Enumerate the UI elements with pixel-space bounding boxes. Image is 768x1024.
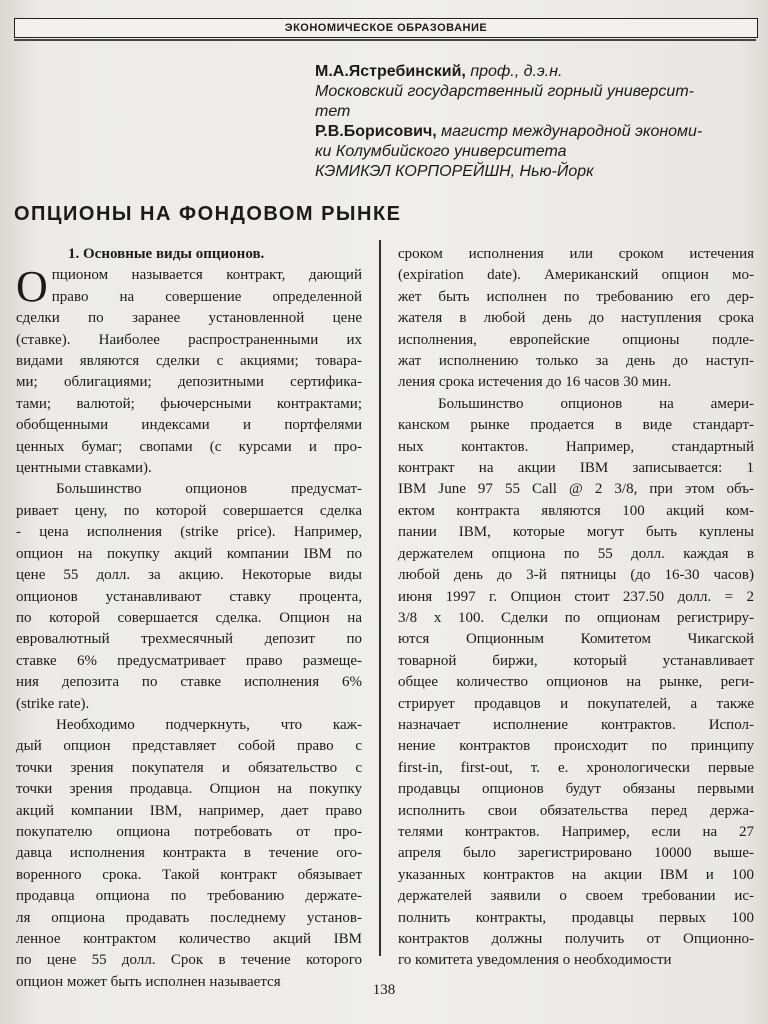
right-column-line: назначает исполнение контрактов. Испол- [398,716,754,733]
right-column-line: исполнения, европейские опционы подле- [398,331,754,348]
author-1-line [315,62,755,82]
left-column-line: по цене 55 долл. Срок в течение которого [16,952,362,969]
right-column-line: жателя в любой день до наступления срока [398,310,754,327]
right-column-line: 3/8 х 100. Сделки по опционам регистриру- [398,609,754,626]
author-2-affiliation-2: КЭМИКЭЛ КОРПОРЕЙШН, Нью-Йорк [315,163,594,180]
right-column-line: Большинство опционов на амери- [438,395,754,412]
left-column-line: видами являются сделки с акциями; товара- [16,353,362,370]
left-column-line: сделки по заранее установленной цене [16,310,362,327]
section-header-label: ЭКОНОМИЧЕСКОЕ ОБРАЗОВАНИЕ [284,22,488,34]
drop-cap: О [16,262,48,312]
right-column-line: (expiration date). Американский опцион мо- [398,267,754,284]
left-column-line: - цена исполнения (strike price). Например, [16,524,362,541]
author-2-line [315,122,755,142]
left-column-line: ставке 6% предусматривает право размеще- [16,652,362,669]
right-column-line: держателем опциона по 55 долл. каждая в [398,545,754,562]
left-column-line: ля опциона продавать последнему установ- [16,909,362,926]
right-column-line: IBM June 97 55 Call @ 2 3/8, при этом объ- [398,481,754,498]
left-column-line: ленное контрактом количество акций IBM [16,931,362,947]
left-column-line: точки зрения покупателя и обязательство с [16,759,362,776]
left-column-line: акций компании IBM, например, дает право [16,802,362,819]
author-2-name: Р.В.Борисович, [315,123,437,140]
right-column-line: телями контрактов. Например, если на 27 [398,823,754,840]
right-column-line: контрактов должны получить от Опционно- [398,931,754,947]
right-column-line: first-in, first-out, т. е. хронологически первые [398,759,754,776]
left-column-line: точки зрения продавца. Опцион на покупку [16,781,362,798]
left-column-line: Большинство опционов предусмат- [56,481,362,498]
right-column-line: жат исполнению только за день до наступ- [398,353,754,370]
right-column-line: ектом контракта являются 100 акций ком- [398,502,754,519]
left-column-line: по которой совершается сделка. Опцион на [16,609,362,626]
left-column-line: ния депозита по ставке исполнения 6% [16,674,362,691]
right-column-line: полнить контракты, продавцы первых 100 [398,909,754,926]
left-column-line: опцион на покупку акций компании IBM по [16,545,362,562]
left-column-line: опцион может быть исполнен называется [16,973,281,990]
author-2-affiliation-1: ки Колумбийского университета [315,143,567,160]
right-column-line: ются Опционным Комитетом Чикагской [398,631,754,648]
left-column-line: евровалютный трехмесячный депозит по [16,631,362,648]
right-column-line: жет быть исполнен по требованию его дер- [398,288,754,305]
right-column-line: ления срока истечения до 16 часов 30 мин. [398,374,672,391]
author-1-title: проф., д.э.н. [465,63,563,80]
right-column-line: указанных контрактов на акции IBM и 100 [398,866,754,883]
left-column-line: ми; облигациями; депозитными сертифика- [16,374,362,391]
author-1-affiliation-1: Московский государственный горный университ- [315,83,694,100]
left-column-line: пционом называется контракт, дающий [51,267,362,284]
right-column [398,244,754,972]
right-column-line: го комитета уведомления о необходимости [398,952,672,969]
left-column-line: тами; валютой; фьючерсными контрактами; [16,395,362,412]
left-column-line: воренного срока. Такой контракт обязывает [16,866,362,883]
right-column-line: держателей заявили о своем требовании ис- [398,888,754,905]
right-column-line: продавцы опционов будут обязаны первыми [398,781,754,798]
left-column-line: право на совершение определенной [51,288,362,305]
left-column-line: цене 55 долл. за акцию. Некоторые виды [16,567,362,584]
section-header [14,18,758,38]
right-column-line: ных контактов. Например, стандартный [398,438,754,455]
article-title: ОПЦИОНЫ НА ФОНДОВОМ РЫНКЕ [14,203,402,225]
right-column-line: нение контрактов происходит по принципу [398,738,754,755]
left-column-line: обобщенными индексами и портфелями [16,417,362,434]
left-column [16,244,362,993]
header-rule [14,39,756,41]
right-column-line: исполнить свои обязательства перед держа- [398,802,754,819]
left-column-line: ривает цену, по которой совершается сделка [16,502,362,519]
left-column-line: Необходимо подчеркнуть, что каж- [56,716,362,733]
left-column-line: дый опцион представляет собой право с [16,738,362,755]
author-2-title: магистр международной экономи- [436,123,703,140]
column-divider [379,240,381,956]
right-column-line: июня 1997 г. Опцион стоит 237.50 долл. = 2 [398,588,754,605]
page-number: 138 [372,982,396,998]
right-column-line: апреля было зарегистрировано 10000 выше- [398,845,754,862]
left-column-line: опционов устанавливают ставку процента, [16,588,362,605]
left-column-line: давца исполнения контракта в течение ого- [16,845,362,862]
left-column-line: (ставке). Наиболее распространенными их [16,331,362,348]
author-1-name: М.А.Ястребинский, [315,63,466,80]
author-block [315,62,755,182]
right-column-line: общее количество опционов на рынке, реги- [398,674,754,691]
right-column-line: товарной биржи, который устанавливает [398,652,754,669]
right-column-line: контракт на акции IBM записывается: 1 [398,460,754,477]
right-column-line: стрирует продавцов и покупателей, а также [398,695,754,712]
left-column-line: продавца опциона по требованию держате- [16,888,362,905]
left-column-line: (strike rate). [16,695,90,712]
section-heading: 1. Основные виды опционов. [68,246,265,262]
left-column-line: покупателю опциона потребовать от про- [16,823,362,840]
right-column-line: пании IBM, которые могут быть куплены [398,524,754,541]
right-column-text [398,244,754,972]
right-column-line: сроком исполнения или сроком истечения [398,246,754,262]
right-column-line: любой день до 3-й пятницы (до 16-30 часов) [398,567,754,584]
left-column-text [16,262,362,993]
left-column-line: ценных бумаг; свопами (с курсами и про- [16,438,362,455]
right-column-line: канском рынке продается в виде стандарт- [398,417,754,434]
author-1-affiliation-2: тет [315,103,351,120]
left-column-line: центными ставками). [16,460,152,477]
